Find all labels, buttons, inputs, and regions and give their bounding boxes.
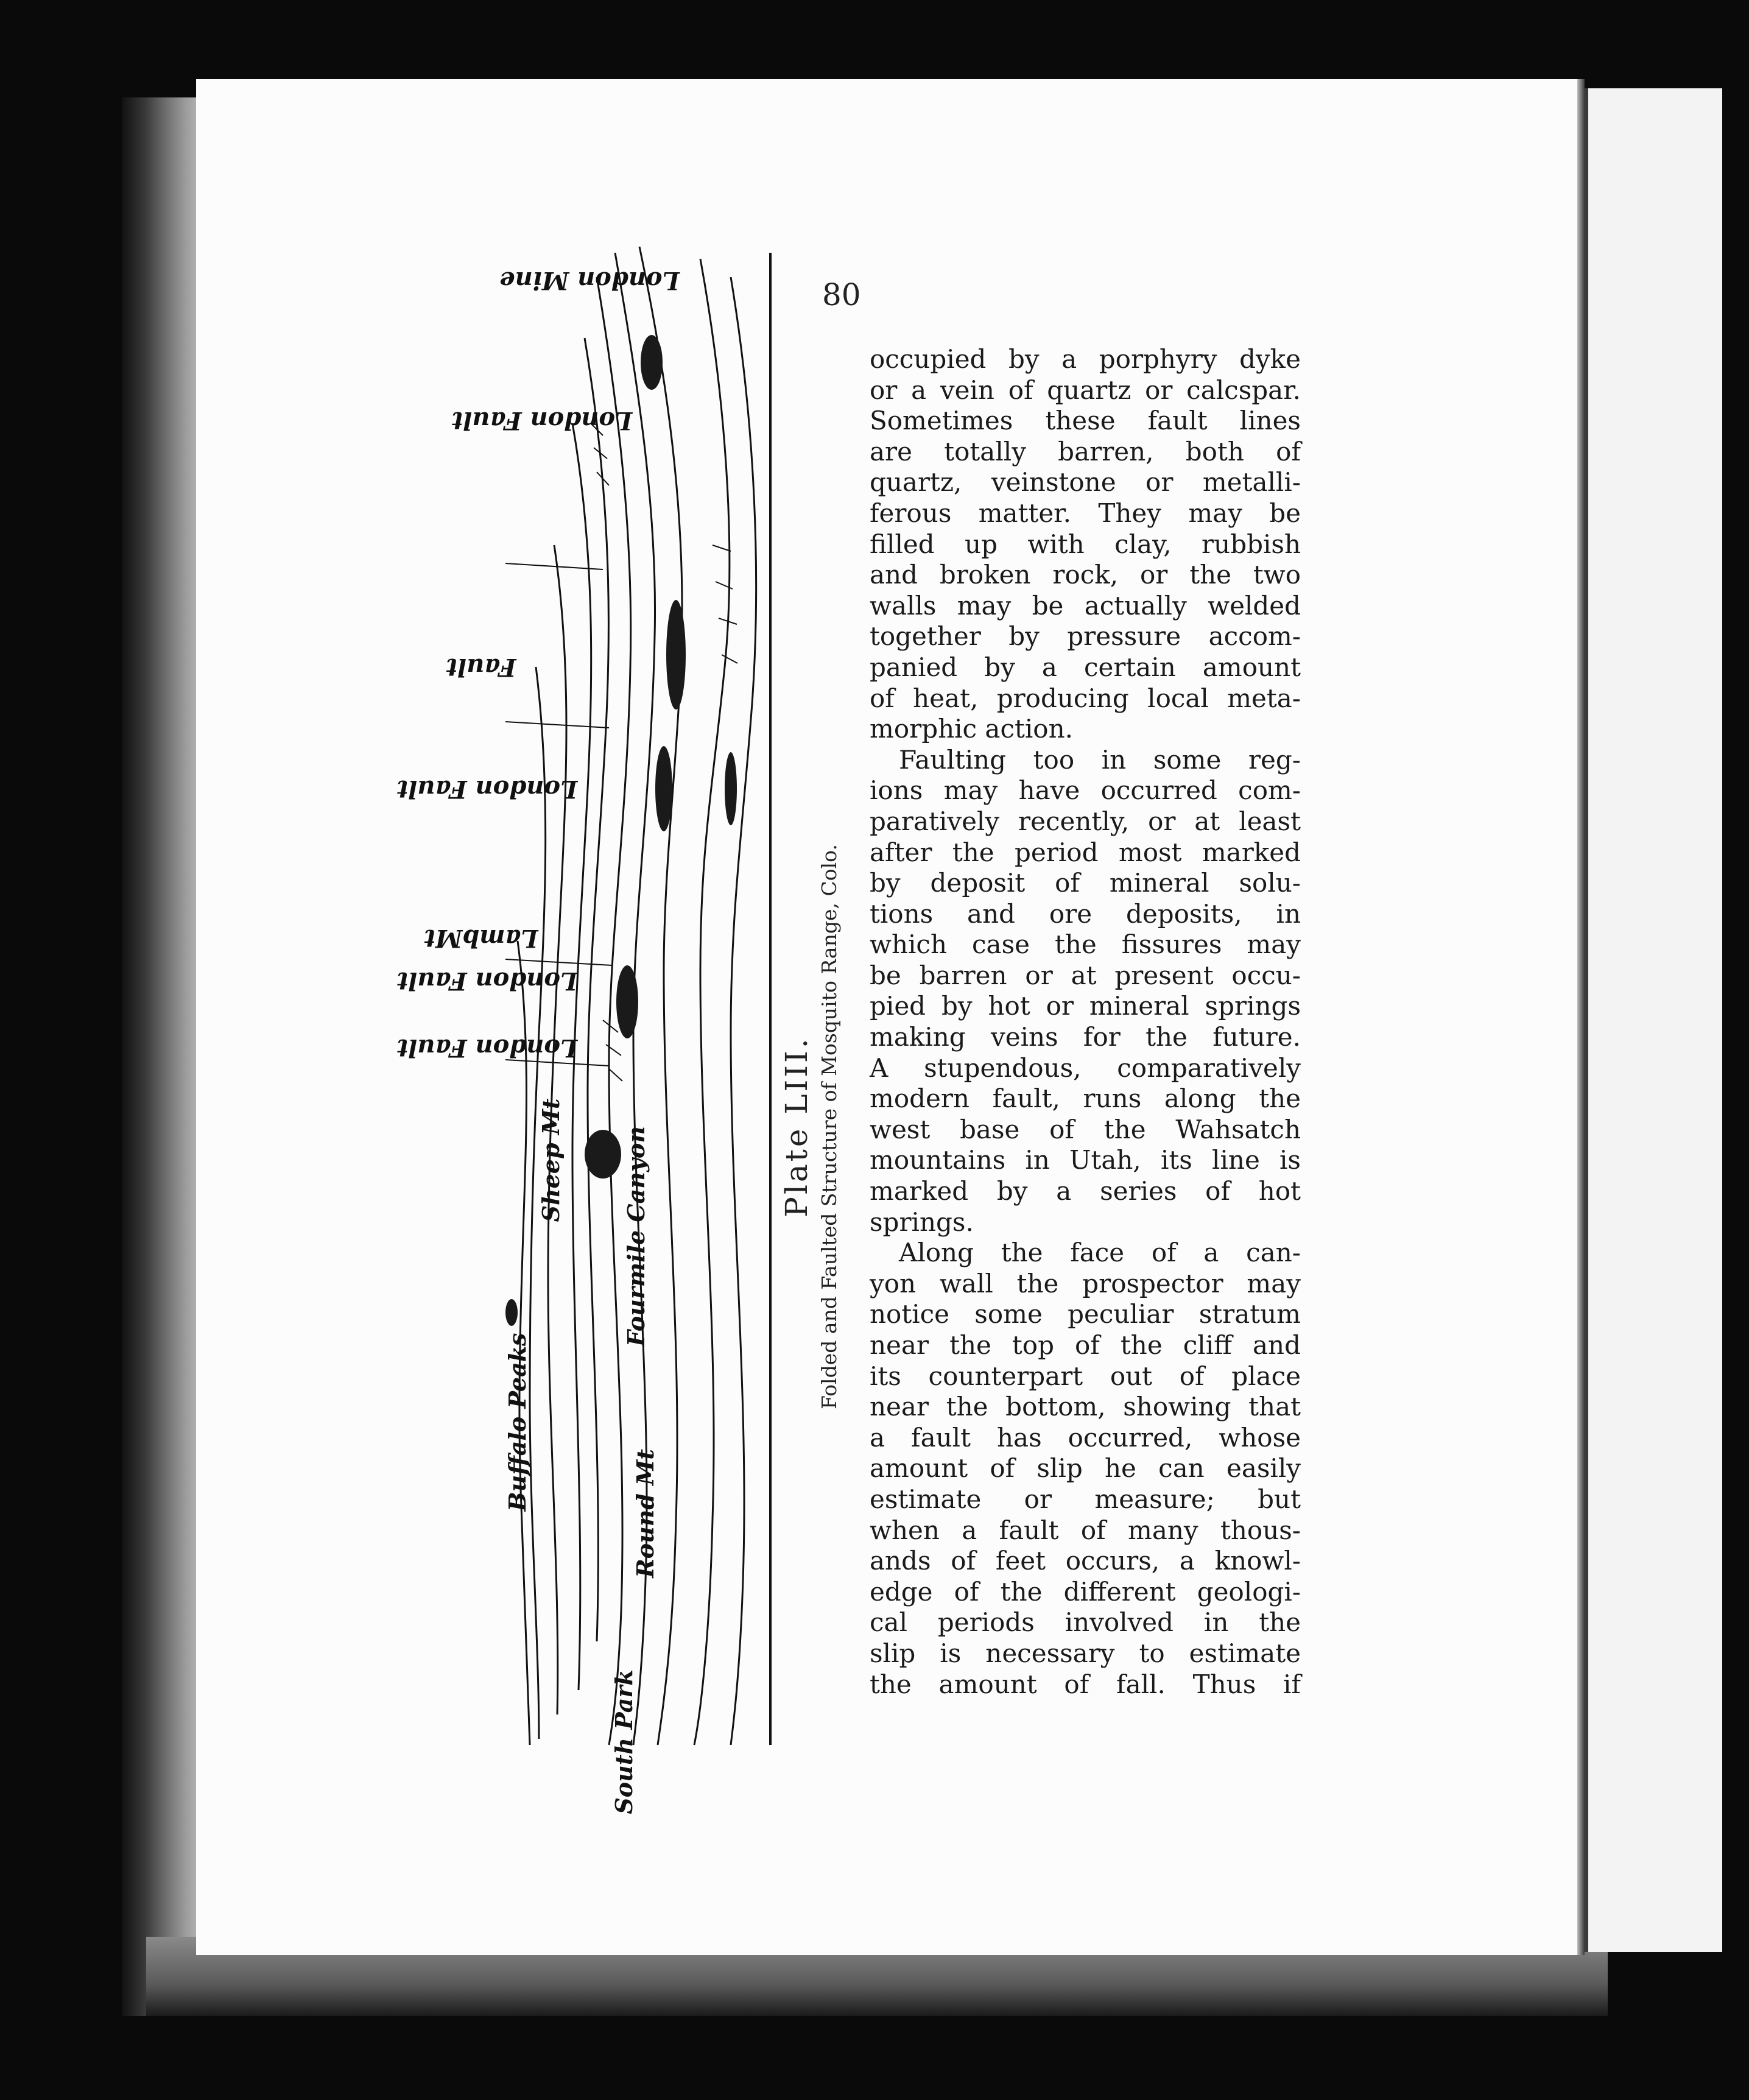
label-fault: Fault bbox=[446, 653, 516, 682]
text-line: walls may be actually welded bbox=[870, 590, 1301, 621]
text-line: yon wall the prospector may bbox=[870, 1268, 1301, 1298]
text-line: amount of slip he can easily bbox=[870, 1453, 1301, 1484]
book-gutter bbox=[1577, 79, 1585, 1955]
text-line: cal periods involved in the bbox=[870, 1607, 1301, 1638]
text-line: tions and ore deposits, in bbox=[870, 898, 1301, 929]
text-line: marked by a series of hot bbox=[870, 1176, 1301, 1207]
text-line: or a vein of quartz or calcspar. bbox=[870, 375, 1301, 405]
label-south-park: South Park bbox=[610, 1669, 638, 1814]
text-line: after the period most marked bbox=[870, 837, 1301, 867]
label-london-mine: London Mine bbox=[499, 266, 680, 295]
label-london-fault: London Fault bbox=[396, 1034, 578, 1062]
text-line: panied by a certain amount bbox=[870, 652, 1301, 682]
text-line: paratively recently, or at least bbox=[870, 806, 1301, 836]
text-line: estimate or measure; but bbox=[870, 1484, 1301, 1514]
ore-body bbox=[641, 335, 663, 390]
text-line: slip is necessary to estimate bbox=[870, 1638, 1301, 1668]
text-line: occupied by a porphyry dyke bbox=[870, 344, 1301, 374]
text-line: ands of feet occurs, a knowl- bbox=[870, 1546, 1301, 1576]
label-fourmile-canyon: Fourmile Canyon bbox=[622, 1126, 650, 1347]
text-line: A stupendous, comparatively bbox=[870, 1052, 1301, 1083]
label-round-mt: Round Mt bbox=[632, 1449, 659, 1578]
text-line: filled up with clay, rubbish bbox=[870, 529, 1301, 559]
text-line: springs. bbox=[870, 1207, 974, 1237]
fault-leader-line bbox=[505, 959, 612, 965]
text-line: ferous matter. They may be bbox=[870, 498, 1301, 528]
text-line: together by pressure accom- bbox=[870, 621, 1301, 652]
label-london-fault: London Fault bbox=[396, 967, 578, 995]
text-line: edge of the different geologi- bbox=[870, 1576, 1301, 1607]
text-line: which case the fissures may bbox=[870, 929, 1301, 960]
facing-page-edge bbox=[1585, 88, 1722, 1952]
text-line: near the bottom, showing that bbox=[870, 1392, 1301, 1422]
section-drawing bbox=[481, 241, 773, 1751]
plate-caption bbox=[777, 844, 843, 1409]
ore-body bbox=[666, 600, 686, 710]
book-spine-edge bbox=[122, 97, 201, 2016]
text-line: making veins for the future. bbox=[870, 1022, 1301, 1052]
text-line: quartz, veinstone or metalli- bbox=[870, 467, 1301, 498]
text-line: near the top of the cliff and bbox=[870, 1330, 1301, 1360]
body-text bbox=[870, 344, 1301, 1700]
plate-title: Plate LIII. bbox=[779, 1036, 814, 1217]
fault-leader-line bbox=[505, 722, 609, 728]
text-line: pied by hot or mineral springs bbox=[870, 991, 1301, 1021]
ore-body bbox=[655, 746, 672, 831]
text-line: the amount of fall. Thus if bbox=[870, 1669, 1301, 1699]
text-line: when a fault of many thous- bbox=[870, 1515, 1301, 1545]
label-sheep-mt: Sheep Mt bbox=[537, 1098, 565, 1222]
page-number: 80 bbox=[822, 277, 861, 312]
text-line: Faulting too in some reg- bbox=[899, 744, 1301, 775]
text-line: ions may have occurred com- bbox=[870, 775, 1301, 806]
geologic-section-figure bbox=[481, 241, 773, 1751]
text-line: its counterpart out of place bbox=[870, 1361, 1301, 1391]
ore-body bbox=[616, 965, 638, 1038]
text-line: are totally barren, both of bbox=[870, 436, 1301, 467]
label-london-fault: London Fault bbox=[451, 406, 633, 435]
text-line: modern fault, runs along the bbox=[870, 1083, 1301, 1114]
ore-body bbox=[725, 752, 737, 825]
text-line: be barren or at present occu- bbox=[870, 960, 1301, 990]
ore-body bbox=[585, 1130, 621, 1179]
text-line: of heat, producing local meta- bbox=[870, 683, 1301, 713]
text-line: Sometimes these fault lines bbox=[870, 406, 1301, 436]
label-buffalo-peaks: Buffalo Peaks bbox=[504, 1333, 531, 1512]
text-line: by deposit of mineral solu- bbox=[870, 868, 1301, 898]
label-lamb-mt: LambMt bbox=[424, 924, 538, 953]
text-line: notice some peculiar stratum bbox=[870, 1299, 1301, 1330]
text-line: west base of the Wahsatch bbox=[870, 1114, 1301, 1144]
label-london-fault: London Fault bbox=[396, 775, 578, 803]
text-line: Along the face of a can- bbox=[899, 1238, 1301, 1268]
text-line: mountains in Utah, its line is bbox=[870, 1145, 1301, 1175]
plate-subtitle: Folded and Faulted Structure of Mosquito Range, Colo. bbox=[817, 844, 841, 1409]
text-line: morphic action. bbox=[870, 714, 1073, 744]
ore-body bbox=[505, 1299, 518, 1326]
text-line: a fault has occurred, whose bbox=[870, 1422, 1301, 1453]
text-line: and broken rock, or the two bbox=[870, 560, 1301, 590]
